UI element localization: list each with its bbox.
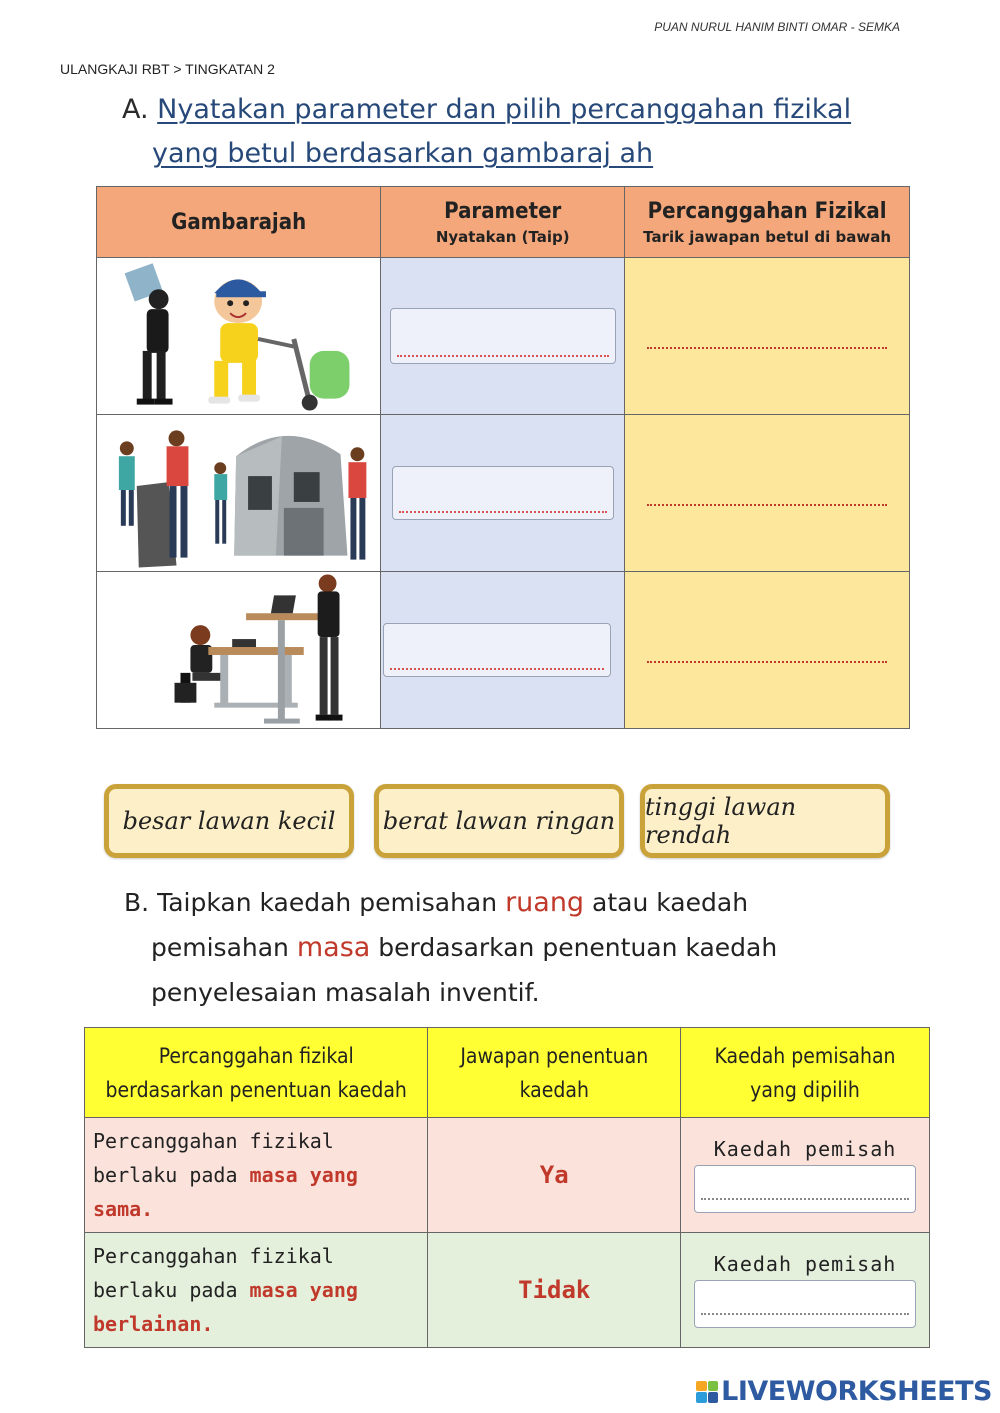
header-parameter: Parameter Nyatakan (Taip) bbox=[381, 187, 625, 258]
header-gambarajah: Gambarajah bbox=[97, 187, 381, 258]
section-b-line3: penyelesaian masalah inventif. bbox=[151, 978, 540, 1007]
answer-options bbox=[104, 784, 894, 858]
parameter-cell bbox=[381, 572, 625, 729]
drop-target-1[interactable] bbox=[647, 347, 887, 349]
parameter-cell bbox=[381, 258, 625, 415]
kaedah-input-1[interactable] bbox=[694, 1165, 916, 1213]
section-b-masa: masa bbox=[296, 932, 371, 963]
table-row bbox=[85, 1118, 930, 1233]
percanggahan-cell bbox=[625, 572, 910, 729]
kaedah-cell bbox=[681, 1233, 930, 1348]
kaedah-table-header bbox=[85, 1028, 930, 1118]
drop-target-2[interactable] bbox=[647, 504, 887, 506]
tent-image bbox=[97, 416, 380, 571]
table-row bbox=[85, 1233, 930, 1348]
section-b-heading bbox=[124, 880, 777, 1015]
section-a-label: A. bbox=[122, 94, 149, 125]
option-besar-lawan-kecil[interactable]: besar lawan kecil bbox=[104, 784, 354, 858]
parameter-input-1[interactable] bbox=[390, 308, 616, 364]
section-a-heading bbox=[122, 88, 851, 176]
statement-cell: Percanggahan fizikal berlaku pada masa yang berlainan. bbox=[85, 1233, 428, 1348]
answer-cell bbox=[428, 1233, 681, 1348]
parameter-table bbox=[96, 186, 910, 729]
diagram-cell bbox=[97, 572, 381, 729]
liveworksheets-brand: LIVEWORKSHEETS bbox=[721, 1376, 992, 1407]
kaedah-cell bbox=[681, 1118, 930, 1233]
section-a-title-line2: yang betul berdasarkan gambaraj ah bbox=[152, 138, 654, 169]
statement-cell: Percanggahan fizikal berlaku pada masa yang sama. bbox=[85, 1118, 428, 1233]
header-percanggahan-fizikal: Percanggahan fizikal berdasarkan penentuan kaedah bbox=[85, 1028, 428, 1118]
drop-target-3[interactable] bbox=[647, 661, 887, 663]
lifting-vs-trolley-image bbox=[97, 259, 380, 414]
option-tinggi-lawan-rendah[interactable]: tinggi lawan rendah bbox=[640, 784, 890, 858]
section-b-label: B. bbox=[124, 888, 150, 917]
kaedah-label: Kaedah pemisah bbox=[713, 1252, 897, 1276]
header-percanggahan: Percanggahan Fizikal Tarik jawapan betul di bawah bbox=[625, 187, 910, 258]
answer-ya: Ya bbox=[539, 1161, 569, 1189]
author-credit: PUAN NURUL HANIM BINTI OMAR - SEMKA bbox=[654, 20, 900, 34]
kaedah-label: Kaedah pemisah bbox=[713, 1137, 897, 1161]
section-a-title-line1: Nyatakan parameter dan pilih percanggahan fizikal bbox=[157, 94, 852, 125]
header-kaedah: Kaedah pemisahan yang dipilih bbox=[681, 1028, 930, 1118]
diagram-cell bbox=[97, 258, 381, 415]
kaedah-table bbox=[84, 1027, 930, 1348]
parameter-input-2[interactable] bbox=[392, 466, 614, 520]
section-b-line2-a: pemisahan bbox=[151, 933, 289, 962]
liveworksheets-logo-icon bbox=[696, 1381, 718, 1403]
adjustable-desk-image bbox=[97, 573, 380, 728]
breadcrumb: ULANGKAJI RBT > TINGKATAN 2 bbox=[60, 61, 275, 77]
section-b-line1-a: Taipkan kaedah pemisahan bbox=[157, 888, 498, 917]
table-row bbox=[97, 415, 910, 572]
kaedah-input-2[interactable] bbox=[694, 1280, 916, 1328]
section-b-ruang: ruang bbox=[505, 887, 585, 918]
percanggahan-cell bbox=[625, 258, 910, 415]
section-b-line1-b: atau kaedah bbox=[592, 888, 749, 917]
answer-cell bbox=[428, 1118, 681, 1233]
parameter-table-header bbox=[97, 187, 910, 258]
header-jawapan: Jawapan penentuan kaedah bbox=[428, 1028, 681, 1118]
percanggahan-cell bbox=[625, 415, 910, 572]
parameter-input-3[interactable] bbox=[383, 623, 611, 677]
diagram-cell bbox=[97, 415, 381, 572]
option-berat-lawan-ringan[interactable]: berat lawan ringan bbox=[374, 784, 624, 858]
table-row bbox=[97, 258, 910, 415]
answer-tidak: Tidak bbox=[518, 1276, 591, 1304]
section-b-line2-b: berdasarkan penentuan kaedah bbox=[378, 933, 778, 962]
parameter-cell bbox=[381, 415, 625, 572]
liveworksheets-logo bbox=[696, 1376, 992, 1407]
table-row bbox=[97, 572, 910, 729]
